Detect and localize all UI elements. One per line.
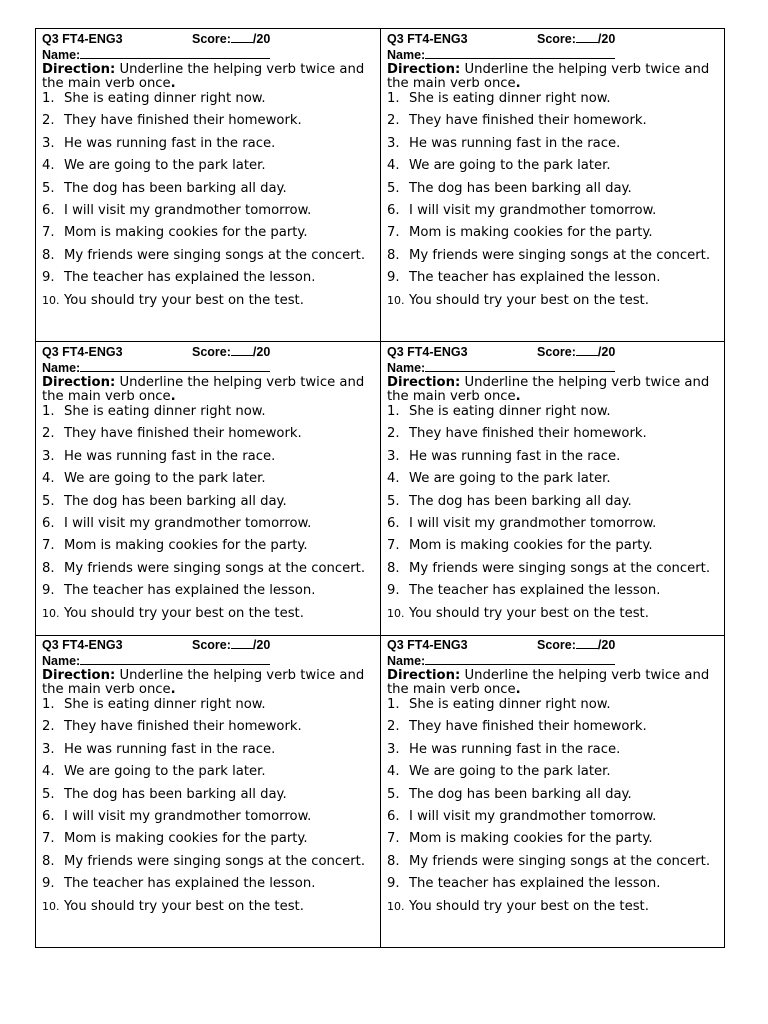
quiz-header <box>387 637 723 652</box>
item-number: 3. <box>387 135 400 151</box>
sentence-item <box>42 900 378 914</box>
item-number: 7. <box>387 538 400 554</box>
sentence-item <box>42 877 378 891</box>
item-number: 1. <box>42 404 55 419</box>
sentence-item <box>387 517 723 531</box>
name-field[interactable] <box>80 652 270 665</box>
sentence-text: The dog has been barking all day. <box>409 786 632 802</box>
sentence-text: I will visit my grandmother tomorrow. <box>409 202 657 218</box>
quiz-card <box>42 637 378 914</box>
score-total: /20 <box>252 638 271 652</box>
sentence-text: My friends were singing songs at the concert. <box>64 247 366 263</box>
sentence-item <box>42 495 378 509</box>
sentence-item <box>387 226 723 240</box>
sentence-text: Mom is making cookies for the party. <box>64 538 308 554</box>
score-label: Score: <box>537 345 576 359</box>
item-number: 3. <box>42 448 55 464</box>
sentence-item <box>42 249 378 263</box>
item-number: 1. <box>387 91 400 106</box>
sentence-text: She is eating dinner right now. <box>64 91 266 106</box>
item-number: 2. <box>387 426 400 442</box>
sentence-text: Mom is making cookies for the party. <box>409 225 653 241</box>
sentence-item <box>42 182 378 196</box>
item-list <box>387 405 723 621</box>
direction-label: Direction: <box>42 62 116 77</box>
sentence-text: My friends were singing songs at the concert. <box>409 560 711 576</box>
sentence-item <box>387 584 723 598</box>
quiz-sheet <box>35 28 725 948</box>
sentence-text: I will visit my grandmother tomorrow. <box>64 515 312 531</box>
sentence-text: My friends were singing songs at the concert. <box>409 853 711 869</box>
item-number: 3. <box>42 741 55 757</box>
sentence-text: They have finished their homework. <box>64 426 302 442</box>
sentence-item <box>42 137 378 151</box>
name-label: Name: <box>42 654 81 668</box>
item-number: 10. <box>387 293 405 307</box>
sentence-item <box>387 698 723 712</box>
name-label: Name: <box>42 48 81 62</box>
item-number: 8. <box>42 560 55 576</box>
sentence-item <box>42 743 378 757</box>
name-row <box>42 46 378 62</box>
item-number: 8. <box>387 560 400 576</box>
sentence-item <box>42 562 378 576</box>
item-number: 7. <box>42 831 55 847</box>
sentence-text: We are going to the park later. <box>64 764 266 780</box>
item-number: 5. <box>42 493 55 509</box>
item-number: 2. <box>387 719 400 735</box>
item-number: 6. <box>42 202 55 218</box>
sentence-text: I will visit my grandmother tomorrow. <box>64 202 312 218</box>
sentence-item <box>387 450 723 464</box>
sentence-text: Mom is making cookies for the party. <box>409 538 653 554</box>
sentence-item <box>42 204 378 218</box>
sentence-item <box>387 137 723 151</box>
name-field[interactable] <box>425 359 615 372</box>
sentence-text: They have finished their homework. <box>64 113 302 129</box>
direction-label: Direction: <box>387 668 461 683</box>
item-number: 6. <box>42 808 55 824</box>
quiz-code: Q3 FT4-ENG3 <box>42 345 123 359</box>
quiz-header <box>42 637 378 652</box>
item-number: 7. <box>42 538 55 554</box>
sentence-text: Mom is making cookies for the party. <box>64 225 308 241</box>
item-number: 3. <box>387 448 400 464</box>
item-number: 10. <box>42 899 60 913</box>
sentence-text: She is eating dinner right now. <box>409 697 611 712</box>
direction <box>42 63 378 91</box>
direction-text: Underline the helping verb twice and the main verb once <box>387 375 710 404</box>
item-number: 6. <box>387 515 400 531</box>
row-divider-1 <box>36 341 724 342</box>
item-number: 8. <box>42 247 55 263</box>
direction-text: Underline the helping verb twice and the main verb once <box>42 62 365 91</box>
name-field[interactable] <box>425 652 615 665</box>
item-number: 9. <box>42 876 55 892</box>
sentence-text: We are going to the park later. <box>64 158 266 174</box>
quiz-code: Q3 FT4-ENG3 <box>42 32 123 46</box>
name-row <box>387 359 723 375</box>
score-blank[interactable] <box>576 637 598 649</box>
name-label: Name: <box>387 48 426 62</box>
item-list <box>42 405 378 621</box>
sentence-text: The dog has been barking all day. <box>409 493 632 509</box>
direction <box>387 376 723 404</box>
sentence-text: The dog has been barking all day. <box>64 786 287 802</box>
score-blank[interactable] <box>576 344 598 356</box>
direction <box>42 669 378 697</box>
sentence-item <box>42 450 378 464</box>
item-number: 3. <box>42 135 55 151</box>
score-blank[interactable] <box>231 344 253 356</box>
sentence-text: He was running fast in the race. <box>409 135 621 151</box>
item-number: 6. <box>387 808 400 824</box>
item-number: 7. <box>387 831 400 847</box>
score-label: Score: <box>537 638 576 652</box>
sentence-item <box>42 472 378 486</box>
direction-period: . <box>170 682 176 697</box>
score-total: /20 <box>252 345 271 359</box>
score-label: Score: <box>537 32 576 46</box>
sentence-item <box>42 294 378 308</box>
sentence-item <box>387 405 723 419</box>
score-blank[interactable] <box>576 31 598 43</box>
sentence-text: The teacher has explained the lesson. <box>409 270 661 286</box>
sentence-item <box>42 114 378 128</box>
sentence-item <box>42 855 378 869</box>
item-number: 2. <box>42 719 55 735</box>
sentence-item <box>387 249 723 263</box>
item-number: 6. <box>387 202 400 218</box>
sentence-item <box>387 788 723 802</box>
sentence-item <box>387 832 723 846</box>
row-divider-2 <box>36 635 724 636</box>
sentence-text: They have finished their homework. <box>64 719 302 735</box>
direction-text: Underline the helping verb twice and the main verb once <box>387 62 710 91</box>
sentence-text: We are going to the park later. <box>64 471 266 487</box>
sentence-text: She is eating dinner right now. <box>409 404 611 419</box>
sentence-item <box>42 159 378 173</box>
item-number: 9. <box>42 270 55 286</box>
item-number: 9. <box>42 583 55 599</box>
sentence-text: He was running fast in the race. <box>409 741 621 757</box>
sentence-text: We are going to the park later. <box>409 158 611 174</box>
direction-label: Direction: <box>387 375 461 390</box>
sentence-item <box>387 877 723 891</box>
sentence-text: You should try your best on the test. <box>409 605 649 621</box>
sentence-item <box>387 294 723 308</box>
direction <box>42 376 378 404</box>
score-label: Score: <box>192 32 231 46</box>
item-number: 10. <box>387 606 405 620</box>
item-number: 5. <box>387 180 400 196</box>
item-number: 8. <box>387 853 400 869</box>
sentence-text: We are going to the park later. <box>409 764 611 780</box>
item-number: 2. <box>387 113 400 129</box>
sentence-text: They have finished their homework. <box>409 426 647 442</box>
item-list <box>387 92 723 308</box>
quiz-code: Q3 FT4-ENG3 <box>42 638 123 652</box>
direction-period: . <box>170 389 176 404</box>
sentence-text: My friends were singing songs at the concert. <box>64 560 366 576</box>
sentence-text: He was running fast in the race. <box>409 448 621 464</box>
item-number: 2. <box>42 113 55 129</box>
direction-text: Underline the helping verb twice and the main verb once <box>42 668 365 697</box>
sentence-item <box>387 495 723 509</box>
score-blank[interactable] <box>231 31 253 43</box>
sentence-item <box>42 607 378 621</box>
sentence-item <box>387 427 723 441</box>
sentence-item <box>42 427 378 441</box>
sentence-item <box>387 539 723 553</box>
item-number: 9. <box>387 583 400 599</box>
sentence-text: She is eating dinner right now. <box>409 91 611 106</box>
direction <box>387 63 723 91</box>
sentence-text: You should try your best on the test. <box>64 605 304 621</box>
sentence-text: The dog has been barking all day. <box>409 180 632 196</box>
item-list <box>42 698 378 914</box>
sentence-text: We are going to the park later. <box>409 471 611 487</box>
name-label: Name: <box>42 361 81 375</box>
quiz-code: Q3 FT4-ENG3 <box>387 32 468 46</box>
sentence-item <box>42 539 378 553</box>
item-number: 5. <box>387 493 400 509</box>
item-number: 4. <box>42 764 55 780</box>
sentence-item <box>42 92 378 106</box>
sentence-item <box>387 562 723 576</box>
name-row <box>42 359 378 375</box>
sentence-text: The teacher has explained the lesson. <box>409 583 661 599</box>
item-number: 4. <box>387 158 400 174</box>
score-total: /20 <box>597 345 616 359</box>
sentence-text: The teacher has explained the lesson. <box>64 876 316 892</box>
quiz-card <box>387 637 723 914</box>
quiz-card <box>387 31 723 308</box>
name-label: Name: <box>387 361 426 375</box>
sentence-text: My friends were singing songs at the concert. <box>409 247 711 263</box>
item-number: 5. <box>387 786 400 802</box>
quiz-card <box>42 31 378 308</box>
name-label: Name: <box>387 654 426 668</box>
item-number: 1. <box>387 697 400 712</box>
item-list <box>387 698 723 914</box>
quiz-code: Q3 FT4-ENG3 <box>387 638 468 652</box>
sentence-text: She is eating dinner right now. <box>64 697 266 712</box>
sentence-text: He was running fast in the race. <box>64 741 276 757</box>
sentence-text: I will visit my grandmother tomorrow. <box>409 515 657 531</box>
item-number: 4. <box>42 471 55 487</box>
item-number: 1. <box>42 697 55 712</box>
score-total: /20 <box>597 638 616 652</box>
item-number: 3. <box>387 741 400 757</box>
sentence-item <box>387 204 723 218</box>
quiz-header <box>387 31 723 46</box>
name-field[interactable] <box>80 359 270 372</box>
sentence-text: You should try your best on the test. <box>409 292 649 308</box>
direction-label: Direction: <box>42 375 116 390</box>
item-number: 9. <box>387 270 400 286</box>
direction-period: . <box>170 76 176 91</box>
direction-label: Direction: <box>387 62 461 77</box>
sentence-item <box>42 765 378 779</box>
score-blank[interactable] <box>231 637 253 649</box>
direction-label: Direction: <box>42 668 116 683</box>
item-list <box>42 92 378 308</box>
sentence-item <box>387 900 723 914</box>
item-number: 6. <box>42 515 55 531</box>
item-number: 10. <box>42 293 60 307</box>
sentence-item <box>387 472 723 486</box>
item-number: 8. <box>42 853 55 869</box>
name-field[interactable] <box>425 46 615 59</box>
item-number: 9. <box>387 876 400 892</box>
item-number: 8. <box>387 247 400 263</box>
item-number: 5. <box>42 180 55 196</box>
item-number: 10. <box>42 606 60 620</box>
sentence-text: The dog has been barking all day. <box>64 493 287 509</box>
item-number: 4. <box>387 764 400 780</box>
name-row <box>387 46 723 62</box>
direction-period: . <box>515 389 521 404</box>
item-number: 7. <box>387 225 400 241</box>
sentence-item <box>387 159 723 173</box>
sentence-text: They have finished their homework. <box>409 719 647 735</box>
sentence-item <box>387 765 723 779</box>
sentence-text: My friends were singing songs at the concert. <box>64 853 366 869</box>
sentence-text: You should try your best on the test. <box>64 898 304 914</box>
item-number: 7. <box>42 225 55 241</box>
direction-period: . <box>515 76 521 91</box>
sentence-text: You should try your best on the test. <box>409 898 649 914</box>
item-number: 1. <box>387 404 400 419</box>
quiz-card <box>387 344 723 621</box>
sentence-item <box>42 810 378 824</box>
item-number: 4. <box>42 158 55 174</box>
sentence-text: He was running fast in the race. <box>64 135 276 151</box>
score-total: /20 <box>597 32 616 46</box>
sentence-item <box>387 810 723 824</box>
sentence-text: Mom is making cookies for the party. <box>409 831 653 847</box>
sentence-item <box>42 584 378 598</box>
direction-text: Underline the helping verb twice and the main verb once <box>42 375 365 404</box>
sentence-text: She is eating dinner right now. <box>64 404 266 419</box>
sentence-item <box>387 182 723 196</box>
direction-text: Underline the helping verb twice and the main verb once <box>387 668 710 697</box>
direction <box>387 669 723 697</box>
sentence-item <box>387 92 723 106</box>
sentence-text: The teacher has explained the lesson. <box>409 876 661 892</box>
item-number: 2. <box>42 426 55 442</box>
quiz-header <box>42 31 378 46</box>
score-label: Score: <box>192 345 231 359</box>
column-divider <box>380 29 381 947</box>
quiz-code: Q3 FT4-ENG3 <box>387 345 468 359</box>
quiz-card <box>42 344 378 621</box>
sentence-text: The teacher has explained the lesson. <box>64 583 316 599</box>
item-number: 5. <box>42 786 55 802</box>
sentence-item <box>387 271 723 285</box>
sentence-item <box>387 720 723 734</box>
sentence-item <box>387 607 723 621</box>
sentence-text: He was running fast in the race. <box>64 448 276 464</box>
sentence-text: The dog has been barking all day. <box>64 180 287 196</box>
sentence-item <box>387 114 723 128</box>
sentence-item <box>42 832 378 846</box>
sentence-text: You should try your best on the test. <box>64 292 304 308</box>
score-label: Score: <box>192 638 231 652</box>
item-number: 1. <box>42 91 55 106</box>
sentence-text: I will visit my grandmother tomorrow. <box>409 808 657 824</box>
quiz-header <box>42 344 378 359</box>
sentence-item <box>42 517 378 531</box>
quiz-header <box>387 344 723 359</box>
sentence-item <box>42 698 378 712</box>
sentence-item <box>42 788 378 802</box>
sentence-item <box>42 405 378 419</box>
name-row <box>42 652 378 668</box>
sentence-item <box>42 271 378 285</box>
sentence-item <box>387 743 723 757</box>
score-total: /20 <box>252 32 271 46</box>
item-number: 4. <box>387 471 400 487</box>
sentence-item <box>42 226 378 240</box>
sentence-text: The teacher has explained the lesson. <box>64 270 316 286</box>
name-field[interactable] <box>80 46 270 59</box>
sentence-text: Mom is making cookies for the party. <box>64 831 308 847</box>
sentence-item <box>387 855 723 869</box>
sentence-text: I will visit my grandmother tomorrow. <box>64 808 312 824</box>
name-row <box>387 652 723 668</box>
item-number: 10. <box>387 899 405 913</box>
sentence-text: They have finished their homework. <box>409 113 647 129</box>
direction-period: . <box>515 682 521 697</box>
sentence-item <box>42 720 378 734</box>
